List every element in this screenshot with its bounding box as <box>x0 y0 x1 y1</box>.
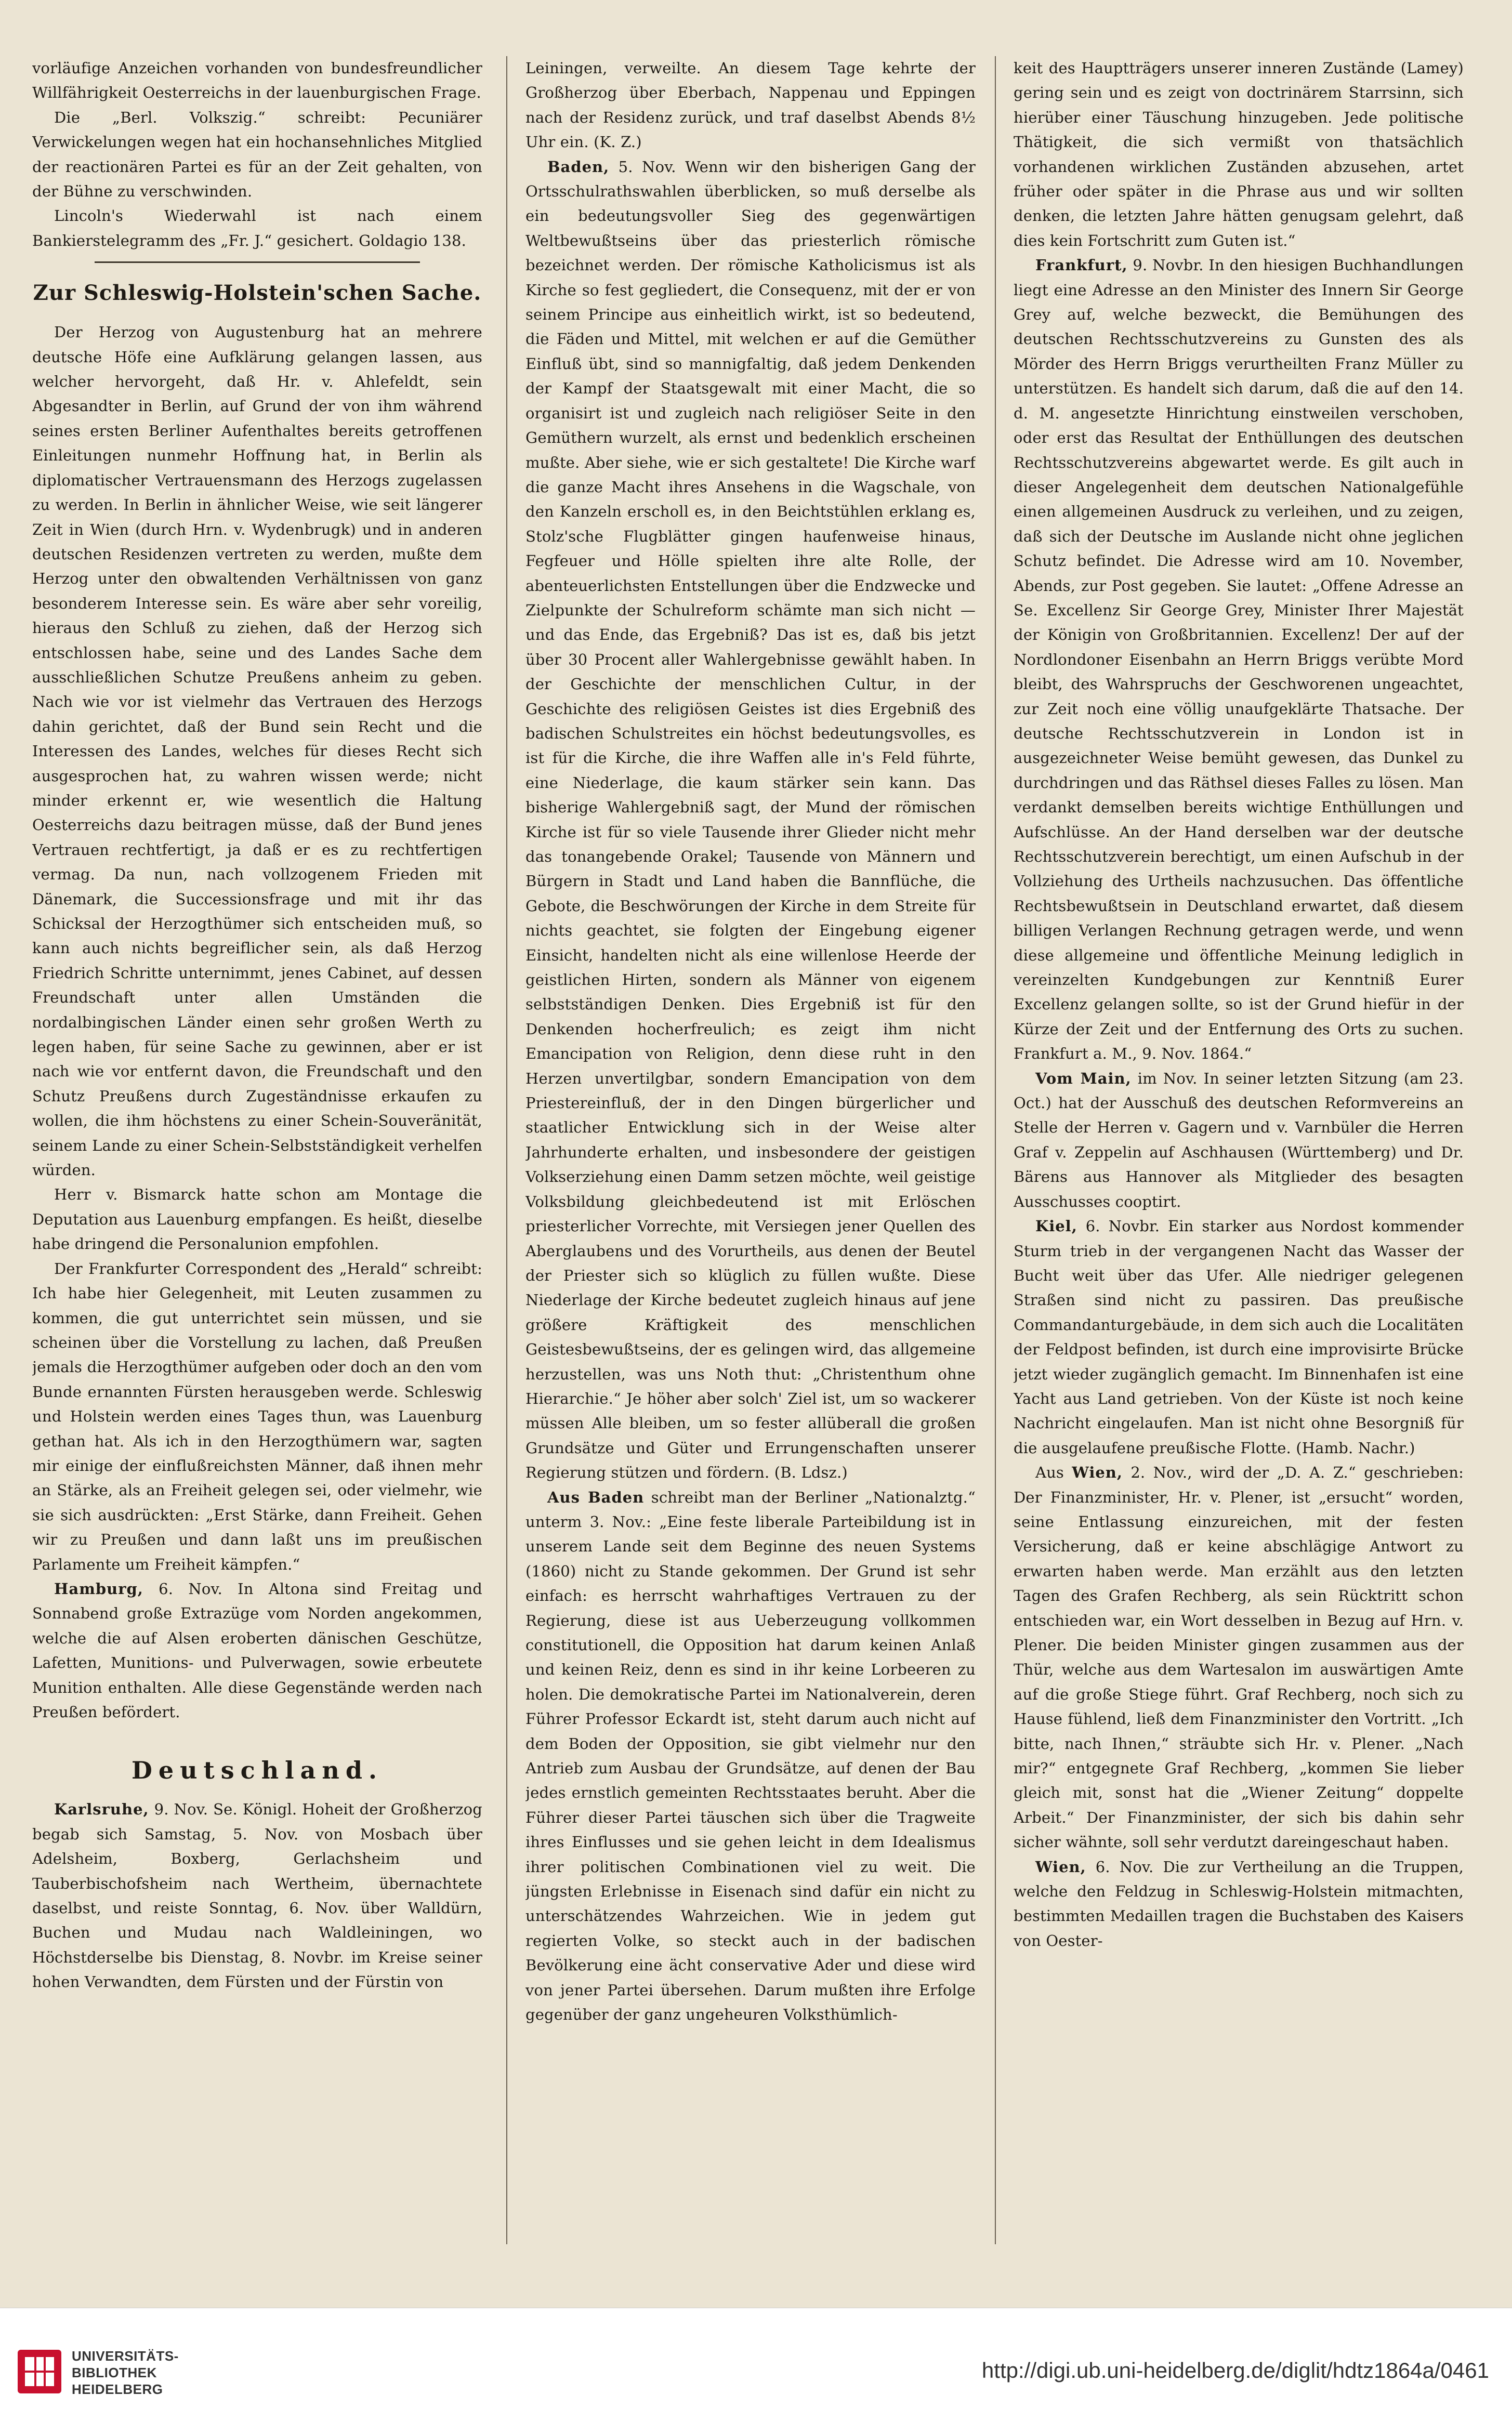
paragraph: Die „Berl. Volkszig.“ schreibt: Pecuniärer Verwickelungen wegen hat ein hochansehnliches Mitglied der reactionären Partei es für an der Zeit gehalten, von der Bühne zu verschwinden. <box>32 108 482 201</box>
article-hamburg <box>32 1577 482 1725</box>
dateline-prefix: Aus <box>1035 1464 1064 1482</box>
column-2 <box>525 56 976 2244</box>
article-baden <box>525 155 976 1485</box>
paragraph: Lincoln's Wiederwahl ist nach einem Bankierstelegramm des „Fr. J.“ gesichert. Goldagio 138. <box>32 207 482 249</box>
dateline-place: Wien, <box>1072 1464 1123 1482</box>
dateline-place: Baden, <box>547 157 610 176</box>
article-text: 5. Nov. Wenn wir den bisherigen Gang der Ortsschulrathswahlen überblicken, so muß derselbe als ein bedeutungsvoller Sieg des gegenwärtigen Weltbewußtseins über das priesterlich römische bezeichnet werden. Der römische Katholicismus ist als Kirche so fest gegliedert, die Consequenz, mit der er von seinem Principe aus einheitlich wirkt, ist so bedeutend, die Fäden und Mittel, mit welchen er auf die Gemüther Einfluß übt, sind so mannigfaltig, daß jedem Denkenden der Kampf der Staatsgewalt mit einer Macht, die so organisirt ist und zugleich nach religiöser Seite in den Gemüthern wurzelt, als ernst und bedenklich erscheinen mußte. Aber siehe, wie er sich gestaltete! Die Kirche warf die ganze Macht ihres Ansehens in die Wagschale, von den Kanzeln erscholl es, in den Beichtstühlen erklang es, Stolz'sche Flugblätter gingen haufenweise hinaus, Fegfeuer und Hölle spielten ihre alte Rolle, der abenteuerlichsten Entstellungen über die Endzwecke und Zielpunkte der Schulreform schämte man sich nicht — und das Ende, das Ergebniß? Das ist es, daß bis jetzt über 30 Procent aller Wahlergebnisse gewählt haben. In der Geschichte der menschlichen Cultur, in der Geschichte des religiösen Geistes ist dies Ergebniß des badischen Schulstreites ein höchst bedeutungsvolles, es ist für die Kirche, die ihre Waffen alle in's Feld führte, eine Niederlage, die kaum stärker sein kann. Das bisherige Wahlergebniß sagt, der Mund der römischen Kirche ist für so viele Tausende ihrer Glieder nicht mehr das tonangebende Orakel; Tausende von Männern und Bürgern in Stadt und Land haben die Bannflüche, die Gebote, die Beschwörungen der Kirche in dem Streite für nichts geachtet, sie folgten der Eingebung eigener Einsicht, handelten nicht als eine willenlose Heerde der geistlichen Hirten, sondern als Männer von eigenem selbstständigen Denken. Dies Ergebniß ist für den Denkenden hocherfreulich; es zeigt ihm nicht Emancipation von Religion, denn diese ruht in den Herzen unvertilgbar, sondern Emancipation von dem Priestereinfluß, der in den Dingen bürgerlicher und staatlicher Entwicklung sich in der Weise alter Jahrhunderte erhalten, und insbesondere der geistigen Volkserziehung einen Damm setzen möchte, weil geistige Volksbildung gleichbedeutend ist mit Erlöschen priesterlicher Vorrechte, mit Versiegen jener Quellen des Aberglaubens und des Vorurtheils, aus denen der Beutel der Priester sich so klüglich zu füllen wußte. Diese Niederlage der Kirche bedeutet zugleich hinaus auf jene größere Kräftigkeit des menschlichen Geistesbewußtseins, der es gelingen wird, das allgemeine herzustellen, was uns Noth thut: „Christenthum ohne Hierarchie.“ Je höher aber solch' Ziel ist, um so wackerer müssen Alle bleiben, um so fester allüberall die großen Grundsätze und Güter und Errungenschaften unserer Regierung stützen und fördern. (B. Ldsz.) <box>525 157 976 1482</box>
library-name-line: UNIVERSITÄTS- <box>72 2348 179 2364</box>
dateline-place: Wien, <box>1035 1858 1086 1876</box>
dateline-place: Hamburg, <box>54 1580 143 1598</box>
paragraph: Der Frankfurter Correspondent des „Herald“ schreibt: Ich habe hier Gelegenheit, mit Leuten zusammen zu kommen, die gut unterrichtet sein müssen, und sie scheinen über die Vorstellung zu lachen, daß Preußen jemals die Herzogthümer aufgeben oder doch an den vom Bunde ernannten Fürsten herausgeben werde. Schleswig und Holstein werden eines Tages thun, was Lauenburg gethan hat. Als ich in den Herzogthümern war, sagten mir einige der einflußreichsten Männer, daß ihnen mehr an Stärke, als an Freiheit gelegen sei, oder vielmehr, wie sie sich ausdrückten: „Erst Stärke, dann Freiheit. Gehen wir zu Preußen und dann laßt uns im preußischen Parlamente um Freiheit kämpfen.“ <box>32 1259 482 1573</box>
article-vom-main <box>1014 1067 1464 1214</box>
article-text: schreibt man der Berliner „Nationalztg.“ unterm 3. Nov.: „Eine feste liberale Parteibildung ist in unserem Lande seit dem Beginne des neuen Systems (1860) nicht zu Stande gekommen. Der Grund ist sehr einfach: es herrscht wahrhaftiges Vertrauen zu der Regierung, diese ist aus Ueberzeugung vollkommen constitutionell, die Opposition hat darum keinen Anlaß und keinen Reiz, denn es sind in ihr keine Lorbeeren zu holen. Die demokratische Partei im Nationalverein, deren Führer Professor Eckardt ist, steht darum auch nicht auf dem Boden der Opposition, sie gibt vielmehr nur den Antrieb zum Ausbau der Grundsätze, auf denen der Bau jedes ernstlich gemeinten Rechtsstaates beruht. Aber die Führer dieser Partei täuschen sich über die Tragweite ihres Einflusses und sie gehen leicht in dem Idealismus ihrer politischen Combinationen viel zu weit. Die jüngsten Erlebnisse in Eisenach sind dafür ein nicht zu unterschätzendes Wahrzeichen. Wie in jedem gut regierten Volke, so steckt auch in der badischen Bevölkerung eine ächt conservative Ader und diese wird von jener Partei übersehen. Darum mußten ihre Erfolge gegenüber der ganz ungeheuren Volksthümlich- <box>525 1488 976 2024</box>
section-title: Zur Schleswig-Holstein'schen Sache. <box>33 281 482 306</box>
dateline-place: Vom Main, <box>1035 1069 1132 1087</box>
column-3 <box>1014 56 1464 2244</box>
section-heading <box>32 261 482 308</box>
paragraph: keit des Hauptträgers unserer inneren Zustände (Lamey) gering sein und es zeigt von doctrinärem Starrsinn, sich hierüber einer Täuschung hinzugeben. Jede politische Thätigkeit, die sich vermißt von thatsächlich vorhandenen wirklichen Zuständen abzusehen, artet früher oder später in die Phrase aus und wir sollten denken, die letzten Jahre hätten genugsam gelehrt, daß dies kein Fortschritt zum Guten ist.“ <box>1014 59 1464 249</box>
library-name-line: HEIDELBERG <box>72 2381 163 2397</box>
permalink-url[interactable]: http://digi.ub.uni-heidelberg.de/diglit/hdtz1864a/0461 <box>981 2358 1489 2383</box>
article-text: 6. Nov. Die zur Vertheilung an die Truppen, welche den Feldzug in Schleswig-Holstein mitmachten, bestimmten Medaillen tragen die Buchstaben des Kaisers von Oester- <box>1014 1858 1464 1950</box>
library-logo[interactable] <box>16 2345 182 2402</box>
article-text: 2. Nov., wird der „D. A. Z.“ geschrieben: Der Finanzminister, Hr. v. Plener, ist „ersucht“ worden, seine Entlassung einzureichen, mit der festen Versicherung, daß er keine abschlägige Antwort zu erwarten haben werde. Man erzählt aus den letzten Tagen des Grafen Rechberg, als sein Rücktritt schon entschieden war, ein Wort desselben in Bezug auf Hrn. v. Plener. Die beiden Minister gingen zusammen aus der Thür, welche aus dem Wartesalon im auswärtigen Amte auf die große Stiege führt. Graf Rechberg, noch sich zu Hause fühlend, ließ dem Finanzminister den Vortritt. „Ich bitte, nach Ihnen,“ sträubte sich Hr. v. Plener. „Nach mir?“ entgegnete Graf Rechberg, „kommen Sie lieber gleich mit, sonst hat die „Wiener Zeitung“ doppelte Arbeit.“ Der Finanzminister, der sich bis dahin sehr sicher wähnte, soll sehr verdutzt dareingeschaut haben. <box>1014 1464 1464 1851</box>
article-text: 6. Novbr. Ein starker aus Nordost kommender Sturm trieb in der vergangenen Nacht das Wasser der Bucht weit über das Ufer. Alle niedriger gelegenen Straßen sind nicht zu passiren. Das preußische Commandanturgebäude, in dem sich auch die Localitäten der Feldpost befinden, ist durch eine improvisirte Brücke jetzt wieder zugänglich gemacht. Im Binnenhafen ist eine Yacht aus Land getrieben. Von der Küste ist noch keine Nachricht eingelaufen. Man ist nicht ohne Besorgniß für die ausgelaufene preußische Flotte. (Hamb. Nachr.) <box>1014 1217 1464 1457</box>
dateline-place: Frankfurt, <box>1035 256 1128 274</box>
article-text: 9. Nov. Se. Königl. Hoheit der Großherzog begab sich Samstag, 5. Nov. von Mosbach über Adelsheim, Boxberg, Gerlachsheim und Tauberbischofsheim nach Wertheim, übernachtete daselbst, und reiste Sonntag, 6. Nov. über Walldürn, Buchen und Mudau nach Waldleiningen, wo Höchstderselbe bis Dienstag, 8. Novbr. im Kreise seiner hohen Verwandten, dem Fürsten und der Fürstin von <box>32 1800 482 1991</box>
column-1 <box>32 56 482 2244</box>
heidelberg-library-logo-icon <box>16 2348 63 2395</box>
viewer-footer <box>0 2308 1512 2435</box>
article-wien <box>1014 1855 1464 1954</box>
paragraph: vorläufige Anzeichen vorhanden von bundesfreundlicher Willfährigkeit Oesterreichs in der lauenburgischen Frage. <box>32 59 482 102</box>
article-text: im Nov. In seiner letzten Sitzung (am 23. Oct.) hat der Ausschuß des deutschen Reformvereins an Stelle der Herren v. Gagern und v. Varnbüler die Herren Graf v. Zeppelin auf Aschhausen (Württemberg) und Dr. Bärens aus Hannover als Mitglieder des besagten Ausschusses cooptirt. <box>1014 1069 1464 1210</box>
article-text: 6. Nov. In Altona sind Freitag und Sonnabend große Extrazüge vom Norden angekommen, welche die auf Alsen eroberten dänischen Geschütze, Lafetten, Munitions- und Pulverwagen, sowie erbeutete Munition enthalten. Alle diese Gegenstände werden nach Preußen befördert. <box>32 1580 482 1721</box>
section-title: Deutschland. <box>131 1756 384 1785</box>
article-karlsruhe <box>32 1797 482 1994</box>
article-aus-baden <box>525 1485 976 2028</box>
paragraph: Der Herzog von Augustenburg hat an mehrere deutsche Höfe eine Aufklärung gelangen lassen, aus welcher hervorgeht, daß Hr. v. Ahlefeldt, sein Abgesandter in Berlin, auf Grund der von ihm während seines ersten Berliner Aufenthaltes bereits getroffenen Einleitungen nunmehr Hoffnung hat, in Berlin als diplomatischer Vertrauensmann des Herzogs zugelassen zu werden. In Berlin in ähnlicher Weise, wie seit längerer Zeit in Wien (durch Hrn. v. Wydenbrugk) und in anderen deutschen Residenzen vertreten zu werden, mußte dem Herzog unter den obwaltenden Verhältnissen von ganz besonderem Interesse sein. Es wäre aber sehr voreilig, hieraus den Schluß zu ziehen, daß der Herzog sich entschlossen habe, seine und des Landes Sache dem ausschließlichen Schutze Preußens anheim zu geben. Nach wie vor ist vielmehr das Vertrauen des Herzogs dahin gerichtet, daß der Bund sein Recht und die Interessen des Landes, welches für dieses Recht sich ausgesprochen hat, zu wahren wissen werde; nicht minder erkennt er, wie wesentlich die Haltung Oesterreichs dazu beitragen müsse, daß der Bund jenes Vertrauen rechtfertigt, ja daß er es zu rechtfertigen vermag. Da nun, nach vollzogenem Frieden mit Dänemark, die Successionsfrage und mit ihr das Schicksal der Herzogthümer sich entscheiden muß, so kann auch nichts begreiflicher sein, als daß Herzog Friedrich Schritte unternimmt, jenes Cabinet, auf dessen Freundschaft unter allen Umständen die nordalbingischen Länder einen sehr großen Werth zu legen haben, für seine Sache zu gewinnen, aber er ist nach wie vor entfernt davon, die Freundschaft und den Schutz Preußens durch Zugeständnisse erkaufen zu wollen, die ihm höchstens zu einer Schein-Souveränität, seinem Lande zu einer Schein-Selbstständigkeit verhelfen würden. <box>32 323 482 1179</box>
column-rule <box>995 56 996 2244</box>
library-name-line: BIBLIOTHEK <box>72 2365 157 2380</box>
article-aus-wien <box>1014 1460 1464 1855</box>
dateline-place: Kiel, <box>1035 1217 1077 1235</box>
paragraph: Herr v. Bismarck hatte schon am Montage die Deputation aus Lauenburg empfangen. Es heißt, dieselbe habe dringend die Personalunion empfohlen. <box>32 1186 482 1253</box>
section-divider <box>95 261 420 263</box>
column-rule <box>506 56 507 2244</box>
section-heading <box>32 1756 482 1785</box>
article-kiel <box>1014 1214 1464 1460</box>
library-name <box>72 2348 179 2398</box>
dateline-place: Karlsruhe, <box>54 1800 149 1819</box>
article-text: 9. Novbr. In den hiesigen Buchhandlungen liegt eine Adresse an den Minister des Innern Sir George Grey auf, welche bezweckt, die Bemühungen des deutschen Rechtsschutzvereins zu Gunsten des als Mörder des Herrn Briggs verurtheilten Franz Müller zu unterstützen. Es handelt sich darum, daß die auf den 14. d. M. angesetzte Hinrichtung einstweilen verschoben, oder erst das Resultat der Enthüllungen des deutschen Rechtsschutzvereins abgewartet werde. Es gilt auch in dieser Angelegenheit dem deutschen Nationalgefühle einen allgemeinen Ausdruck zu verleihen, und zu zeigen, daß sich der Deutsche im Auslande nicht ohne jeglichen Schutz befindet. Die Adresse wird am 10. November, Abends, zur Post gegeben. Sie lautet: „Offene Adresse an Se. Excellenz Sir George Grey, Minister Ihrer Majestät der Königin von Großbritannien. Excellenz! Der auf der Nordlondoner Eisenbahn an Herrn Briggs verübte Mord bleibt, des Wahrspruchs der Geschworenen ungeachtet, zur Zeit noch eine völlig unaufgeklärte Thatsache. Der deutsche Rechtsschutzverein in London ist in ausgezeichneter Weise bemüht gewesen, das Dunkel zu durchdringen und das Räthsel dieses Falles zu lösen. Man verdankt demselben bereits wichtige Enthüllungen und Aufschlüsse. An der Hand derselben war der deutsche Rechtsschutzverein berechtigt, um einen Aufschub in der Vollziehung des Urtheils nachzusuchen. Das öffentliche Rechtsbewußtsein in Deutschland erwartet, daß diesem billigen Verlangen Rechnung getragen werde, und wenn diese allgemeine und öffentliche Meinung lediglich in vereinzelten Kundgebungen zur Kenntniß Eurer Excellenz gelangen sollte, so ist der Grund hiefür in der Kürze der Zeit und der Entfernung des Orts zu suchen. Frankfurt a. M., 9. Nov. 1864.“ <box>1014 256 1464 1063</box>
article-frankfurt <box>1014 253 1464 1066</box>
dateline-place: Aus Baden <box>547 1488 645 1506</box>
paragraph: Leiningen, verweilte. An diesem Tage kehrte der Großherzog über Eberbach, Nappenau und Eppingen nach der Residenz zurück, und traf daselbst Abends 8½ Uhr ein. (K. Z.) <box>525 59 976 151</box>
